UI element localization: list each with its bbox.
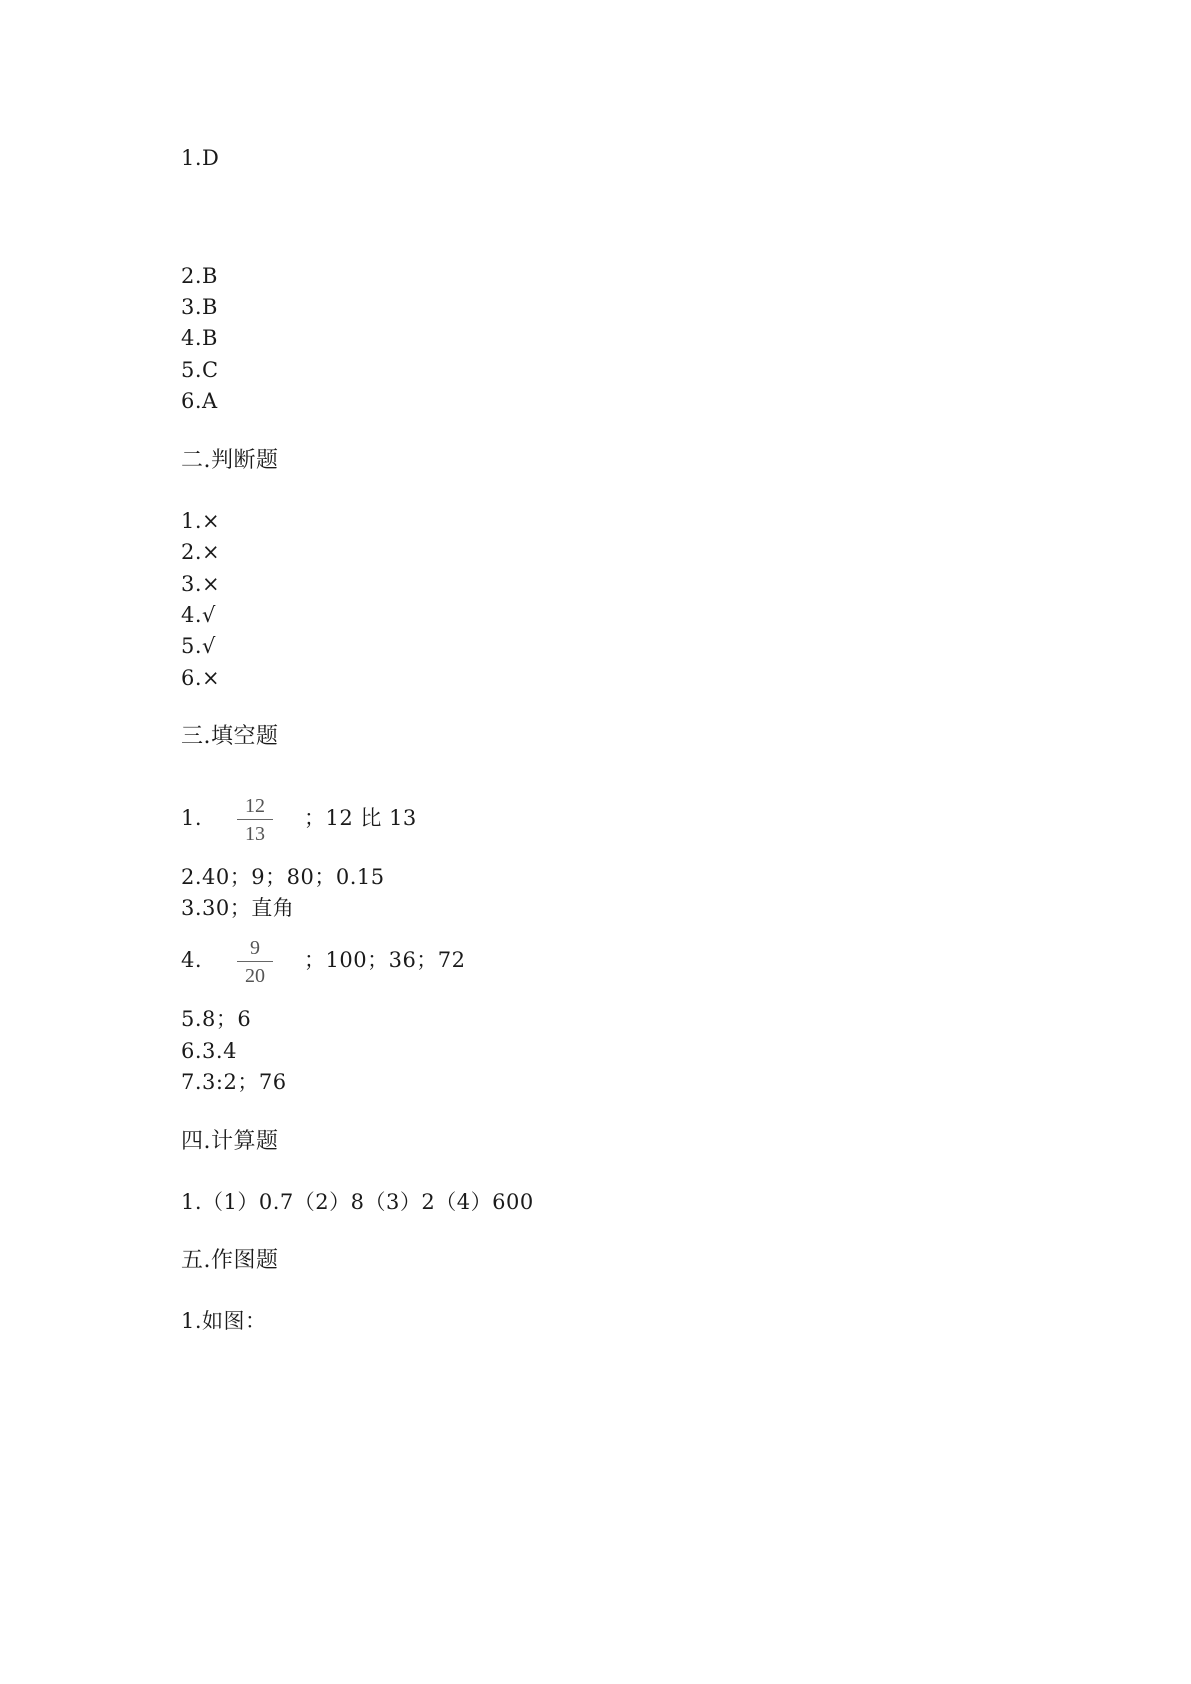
judgement-answer-1: 1.× (181, 509, 221, 533)
fill-answer-1-rest: ；12 比 13 (304, 806, 417, 830)
judgement-answer-6: 6.× (181, 666, 221, 690)
fraction-denominator: 13 (245, 823, 265, 845)
fill-answer-4-rest: ；100；36；72 (304, 948, 466, 972)
judgement-answer-3: 3.× (181, 572, 221, 596)
fraction-numerator: 12 (245, 795, 265, 817)
fill-heading: 三.填空题 (181, 724, 279, 749)
fill-answer-3: 3.30；直角 (181, 896, 295, 920)
choice-answer-6: 6.A (181, 389, 218, 413)
judgement-answer-4: 4.√ (181, 603, 216, 627)
judgement-answer-5: 5.√ (181, 634, 216, 658)
draw-answer-1: 1.如图： (181, 1309, 267, 1333)
fraction-denominator: 20 (245, 965, 265, 987)
fill-answer-4-number: 4. (181, 948, 203, 972)
fraction-bar (237, 819, 273, 820)
choice-answer-5: 5.C (181, 358, 219, 382)
fill-answer-7: 7.3:2；76 (181, 1070, 287, 1094)
fill-answer-2: 2.40；9；80；0.15 (181, 865, 385, 889)
fill-answer-1-number: 1. (181, 806, 203, 830)
fraction-9-20 (237, 937, 273, 987)
judgement-heading: 二.判断题 (181, 448, 279, 473)
choice-answer-1: 1.D (181, 146, 220, 170)
draw-heading: 五.作图题 (181, 1248, 279, 1273)
choice-answer-3: 3.B (181, 295, 218, 319)
fraction-12-13 (237, 795, 273, 845)
fraction-bar (237, 961, 273, 962)
calc-heading: 四.计算题 (181, 1129, 279, 1154)
fraction-numerator: 9 (250, 937, 260, 959)
calc-answer-1: 1.（1）0.7（2）8（3）2（4）600 (181, 1190, 534, 1214)
fill-answer-5: 5.8；6 (181, 1007, 252, 1031)
choice-answer-4: 4.B (181, 326, 218, 350)
choice-answer-2: 2.B (181, 264, 218, 288)
judgement-answer-2: 2.× (181, 540, 221, 564)
fill-answer-6: 6.3.4 (181, 1039, 237, 1063)
